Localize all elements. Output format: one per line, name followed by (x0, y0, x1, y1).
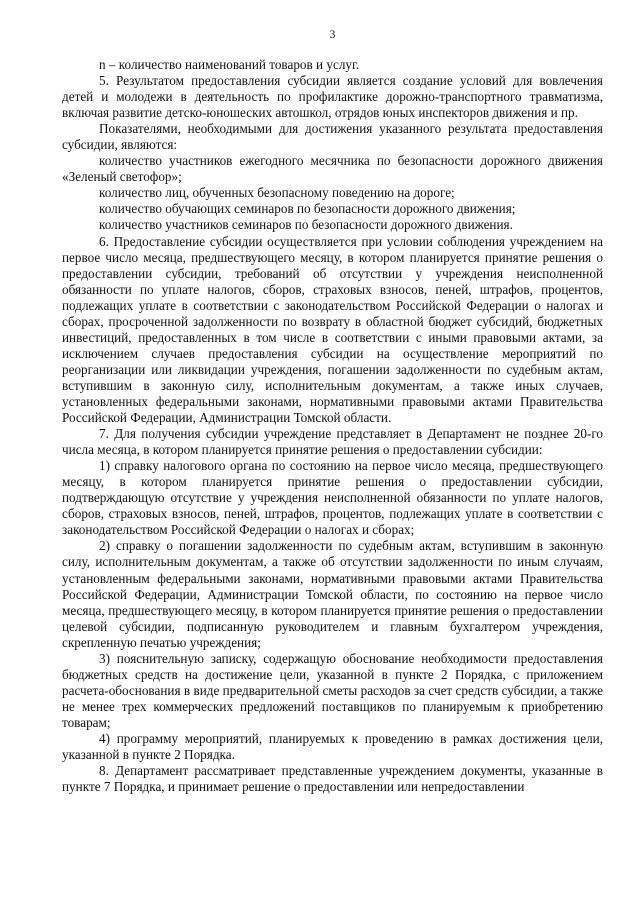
document-item-3: 3) пояснительную записку, содержащую обоснование необходимости предоставления бюджетных средств на достижение цели, указанной в пункте 2 Порядка, с приложением расчета-обоснования в виде предварительной сметы расходов за счет средств субсидии, а также не менее трех коммерческих предложений поставщиков по планируемым к приобретению товарам; (62, 650, 603, 730)
paragraph-7-documents: 7. Для получения субсидии учреждение представляет в Департамент не позднее 20-го числа месяца, в котором планируется принятие решения о предоставлении субсидии: (62, 426, 603, 458)
document-item-1: 1) справку налогового органа по состоянию на первое число месяца, предшествующего месяцу, в котором планируется принятие решения о предоставлении субсидии, подтверждающую отсутствие у учреждения неисполненной обязанности по уплате налогов, сборов, страховых взносов, пеней, штрафов, процентов, подлежащих уплате в соответствии с законодательством Российской Федерации о налогах и сборах; (62, 458, 603, 538)
document-item-4: 4) программу мероприятий, планируемых к проведению в рамках достижения цели, указанной в пункте 2 Порядка. (62, 730, 603, 763)
indicator-item-2: количество лиц, обученных безопасному поведению на дороге; (99, 185, 455, 201)
document-item-2: 2) справку о погашении задолженности по судебным актам, вступившим в законную силу, исполнительным документам, а также об отсутствии задолженности по иным случаям, установленным федеральными законами, нормативными правовыми актами Правительства Российской Федерации, Администрации Томской области, по состоянию на первое число месяца, предшествующего месяцу, в котором планируется принятие решения о предоставлении целевой субсидии, подписанную руководителем и главным бухгалтером учреждения, скрепленную печатью учреждения; (62, 538, 603, 650)
indicator-item-1: количество участников ежегодного месячника по безопасности дорожного движения «Зеленый светофор»; (62, 153, 603, 185)
paragraph-n-definition: n – количество наименований товаров и услуг. (99, 57, 360, 72)
document-body (62, 57, 603, 795)
paragraph-indicators-intro: Показателями, необходимыми для достижения указанного результата предоставления субсидии, являются: (62, 121, 603, 153)
indicator-item-4: количество участников семинаров по безопасности дорожного движения. (99, 217, 513, 233)
paragraph-6-conditions: 6. Предоставление субсидии осуществляется при условии соблюдения учреждением на первое число месяца, предшествующего месяцу, в котором планируется принятие решения о предоставлении субсидии, требований об отсутствии у учреждения неисполненной обязанности по уплате налогов, сборов, страховых взносов, пеней, штрафов, процентов, подлежащих уплате в соответствии с законодательством Российской Федерации о налогах и сборах, просроченной задолженности по возврату в областной бюджет субсидий, бюджетных инвестиций, предоставленных в том числе в соответствии с иными правовыми актами, за исключением случаев предоставления субсидии на осуществление мероприятий по реорганизации или ликвидации учреждения, погашении задолженности по судебным актам, вступившим в законную силу, исполнительным документам, а также иных случаев, установленных федеральными законами, нормативными правовыми актами Правительства Российской Федерации, Администрации Томской области. (62, 233, 603, 426)
indicator-item-3: количество обучающих семинаров по безопасности дорожного движения; (99, 201, 516, 217)
paragraph-8-review: 8. Департамент рассматривает представленные учреждением документы, указанные в пункте 7 Порядка, и принимает решение о предоставлении или непредоставлении (62, 763, 603, 795)
page-number: 3 (329, 29, 336, 41)
paragraph-5-result: 5. Результатом предоставления субсидии является создание условий для вовлечения детей и молодежи в деятельность по профилактике дорожно-транспортного травматизма, включая развитие детско-юношеских автошкол, отрядов юных инспекторов движения и пр. (62, 73, 603, 121)
